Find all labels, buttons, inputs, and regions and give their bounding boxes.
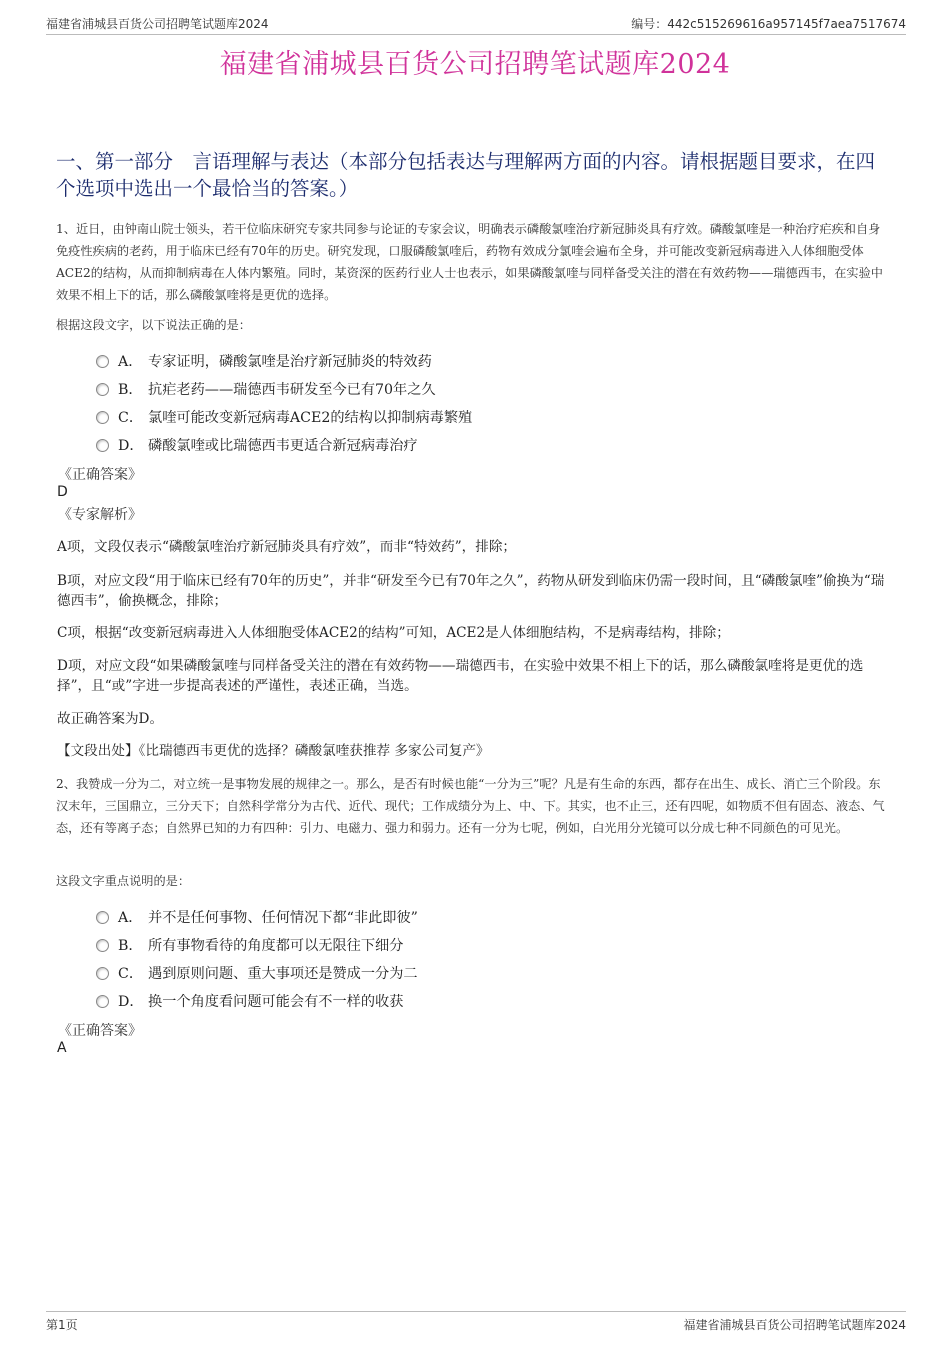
page-number: 第1页: [46, 1318, 78, 1332]
option-letter: C．: [118, 966, 144, 982]
option-letter: A．: [118, 354, 143, 370]
option-text: 抗疟老药——瑞德西韦研发至今已有70年之久: [148, 382, 436, 398]
radio-button-icon[interactable]: [96, 411, 109, 424]
header-document-id: 编号：442c515269616a957145f7aea7517674: [631, 17, 906, 31]
question-1-passage: 1、近日，由钟南山院士领头，若干位临床研究专家共同参与论证的专家会议，明确表示磷酸氯喹治疗新冠肺炎具有疗效。磷酸氯喹是一种治疗疟疾和自身免疫性疾病的老药，用于临床已经有70年的历史。研究发现，口服磷酸氯喹后，药物有效成分氯喹会遍布全身，并可能改变新冠病毒进入人体细胞受体ACE2的结构，从而抑制病毒在人体内繁殖。同时，某资深的医药行业人士也表示，如果磷酸氯喹与同样备受关注的潜在有效药物——瑞德西韦，在实验中效果不相上下的话，那么磷酸氯喹将是更优的选择。: [56, 222, 883, 302]
analysis-conclusion: 故正确答案为D。: [57, 711, 164, 727]
header-title: 福建省浦城县百货公司招聘笔试题库2024: [46, 17, 269, 31]
option-letter: B．: [118, 938, 143, 954]
page-title: 福建省浦城县百货公司招聘笔试题库2024: [219, 49, 731, 80]
question-1-analysis-label: 《专家解析》: [58, 507, 142, 523]
question-2-answer-label: 《正确答案》: [58, 1023, 142, 1039]
option-text: 专家证明，磷酸氯喹是治疗新冠肺炎的特效药: [148, 354, 432, 370]
option-text: 换一个角度看问题可能会有不一样的收获: [148, 994, 404, 1010]
question-2-prompt: 这段文字重点说明的是：: [56, 874, 191, 888]
option-letter: A．: [118, 910, 143, 926]
analysis-source: 【文段出处】《比瑞德西韦更优的选择？磷酸氯喹获推荐 多家公司复产》: [57, 743, 490, 759]
question-2-passage: 2、我赞成一分为二，对立统一是事物发展的规律之一。那么，是否有时候也能“一分为三”呢？凡是有生命的东西，都存在出生、成长、消亡三个阶段。东汉末年，三国鼎立，三分天下；自然科学常分为古代、近代、现代；工作成绩分为上、中、下。其实，也不止三，还有四呢，如物质不但有固态、液态、气态，还有等离子态；自然界已知的力有四种：引力、电磁力、强力和弱力。还有一分为七呢，例如，白光用分光镜可以分成七种不同颜色的可见光。: [56, 777, 885, 835]
radio-button-icon[interactable]: [96, 911, 109, 924]
option-text: 所有事物看待的角度都可以无限往下细分: [148, 938, 404, 954]
page-footer: [46, 1311, 906, 1336]
radio-button-icon[interactable]: [96, 939, 109, 952]
option-letter: B．: [118, 382, 143, 398]
analysis-option-b: B项，对应文段“用于临床已经有70年的历史”，并非“研发至今已有70年之久”，药物从研发到临床仍需一段时间，且“磷酸氯喹”偷换为“瑞德西韦”，偷换概念，排除；: [57, 573, 885, 609]
radio-button-icon[interactable]: [96, 383, 109, 396]
question-1-answer-label: 《正确答案》: [58, 467, 142, 483]
option-text: 遇到原则问题、重大事项还是赞成一分为二: [148, 966, 418, 982]
radio-button-icon[interactable]: [96, 439, 109, 452]
question-1-answer: D: [57, 484, 68, 500]
analysis-option-a: A项，文段仅表示“磷酸氯喹治疗新冠肺炎具有疗效”，而非“特效药”，排除；: [57, 539, 517, 555]
radio-button-icon[interactable]: [96, 995, 109, 1008]
option-text: 并不是任何事物、任何情况下都“非此即彼”: [148, 910, 418, 926]
page-header: [46, 12, 906, 35]
option-text: 氯喹可能改变新冠病毒ACE2的结构以抑制病毒繁殖: [148, 410, 473, 426]
option-letter: D．: [118, 438, 144, 454]
footer-title: 福建省浦城县百货公司招聘笔试题库2024: [683, 1318, 906, 1332]
analysis-option-d: D项，对应文段“如果磷酸氯喹与同样备受关注的潜在有效药物——瑞德西韦，在实验中效果不相上下的话，那么磷酸氯喹将是更优的选择”，且“或”字进一步提高表述的严谨性，表述正确，当选。: [57, 658, 864, 694]
radio-button-icon[interactable]: [96, 967, 109, 980]
question-2-answer: A: [57, 1040, 67, 1056]
option-text: 磷酸氯喹或比瑞德西韦更适合新冠病毒治疗: [148, 438, 418, 454]
radio-button-icon[interactable]: [96, 355, 109, 368]
option-letter: D．: [118, 994, 144, 1010]
question-1-prompt: 根据这段文字，以下说法正确的是：: [56, 318, 251, 332]
section-heading: 一、第一部分 言语理解与表达（本部分包括表达与理解两方面的内容。请根据题目要求，在四个选项中选出一个最恰当的答案。）: [56, 150, 876, 200]
option-letter: C．: [118, 410, 144, 426]
analysis-option-c: C项，根据“改变新冠病毒进入人体细胞受体ACE2的结构”可知，ACE2是人体细胞结构，不是病毒结构，排除；: [57, 625, 730, 641]
